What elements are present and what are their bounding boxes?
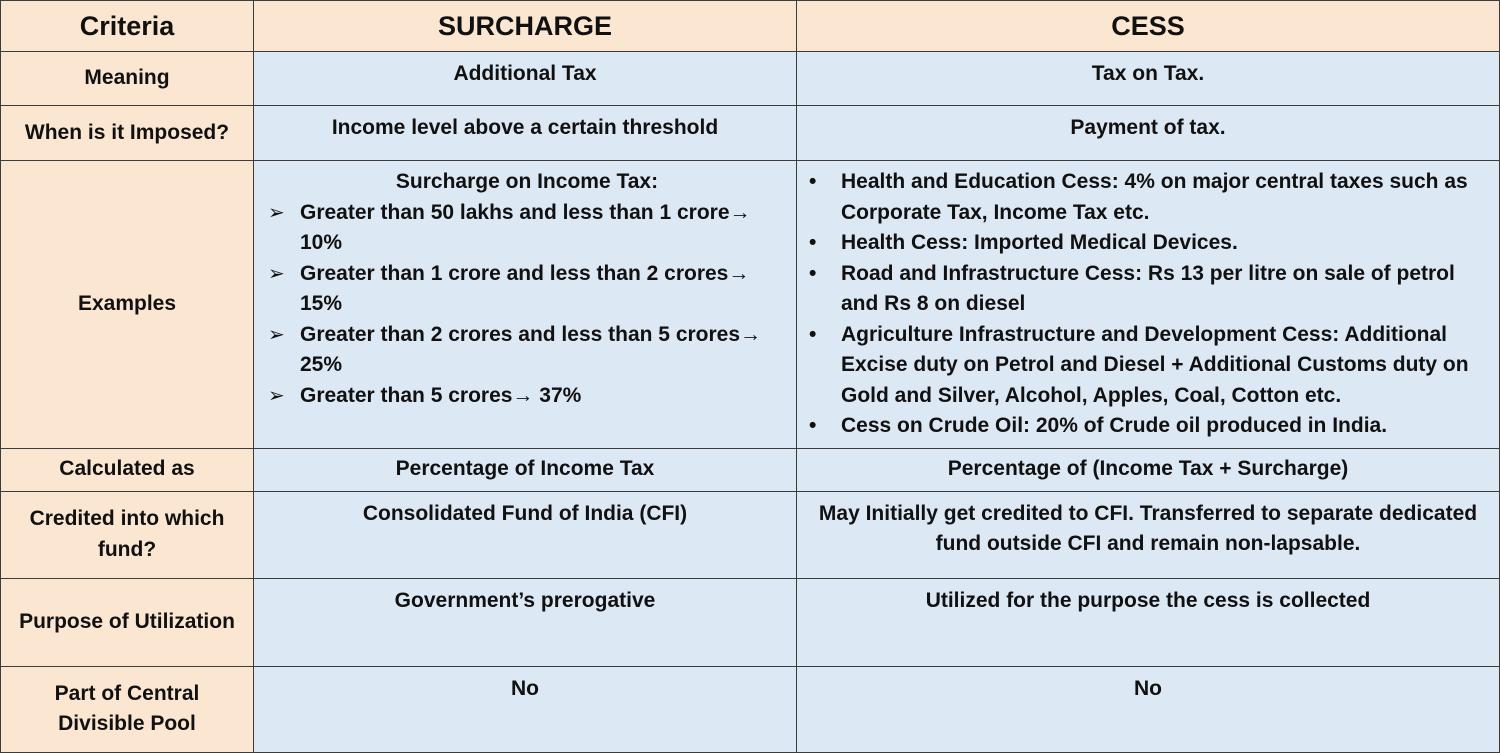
surcharge-examples [254, 161, 797, 449]
row-meaning [1, 52, 1500, 106]
list-item [805, 259, 1489, 320]
criteria-purpose: Purpose of Utilization [1, 578, 254, 666]
list-item [805, 167, 1489, 228]
list-item-text: Health and Education Cess: 4% on major central taxes such as Corporate Tax, Income Tax etc. [841, 170, 1468, 224]
cess-calculated: Percentage of (Income Tax + Surcharge) [797, 448, 1500, 491]
dot-bullet-icon: • [809, 261, 817, 285]
surcharge-meaning: Additional Tax [254, 52, 797, 106]
row-credited [1, 491, 1500, 578]
surcharge-credited: Consolidated Fund of India (CFI) [254, 491, 797, 578]
list-item-text: Agriculture Infrastructure and Development Cess: Additional Excise duty on Petrol and Diesel + Additional Customs duty on Gold and Silver, Alcohol, Apples, Coal, Cotton etc. [841, 322, 1469, 407]
list-item-text: Cess on Crude Oil: 20% of Crude oil produced in India. [841, 414, 1388, 437]
surcharge-calculated: Percentage of Income Tax [254, 448, 797, 491]
arrow-bullet-icon: ➢ [268, 384, 285, 407]
header-row [1, 1, 1500, 52]
cess-purpose: Utilized for the purpose the cess is collected [797, 578, 1500, 666]
list-item [268, 259, 786, 320]
header-surcharge: SURCHARGE [254, 1, 797, 52]
list-item-text: Greater than 1 crore and less than 2 crores→ 15% [300, 261, 750, 315]
surcharge-examples-heading: Surcharge on Income Tax: [395, 170, 659, 193]
list-item [805, 228, 1489, 259]
criteria-credited: Credited into which fund? [1, 491, 254, 578]
arrow-bullet-icon: ➢ [268, 201, 285, 224]
list-item [268, 320, 786, 381]
list-item-text: Greater than 5 crores→ 37% [300, 383, 582, 407]
criteria-examples: Examples [1, 161, 254, 449]
criteria-meaning: Meaning [1, 52, 254, 106]
criteria-pool: Part of Central Divisible Pool [1, 666, 254, 752]
cess-examples [797, 161, 1500, 449]
list-item-text: Greater than 2 crores and less than 5 crores→ 25% [300, 322, 762, 376]
cess-meaning: Tax on Tax. [797, 52, 1500, 106]
criteria-imposed: When is it Imposed? [1, 106, 254, 161]
row-pool [1, 666, 1500, 752]
row-calculated [1, 448, 1500, 491]
list-item-text: Greater than 50 lakhs and less than 1 crore→ 10% [300, 200, 751, 254]
list-item [805, 411, 1489, 442]
header-criteria: Criteria [1, 1, 254, 52]
surcharge-purpose: Government’s prerogative [254, 578, 797, 666]
row-examples [1, 161, 1500, 449]
surcharge-pool: No [254, 666, 797, 752]
dot-bullet-icon: • [809, 231, 817, 254]
cess-pool: No [797, 666, 1500, 752]
list-item [268, 198, 786, 259]
row-imposed [1, 106, 1500, 161]
dot-bullet-icon: • [809, 414, 817, 437]
list-item-text: Road and Infrastructure Cess: Rs 13 per litre on sale of petrol and Rs 8 on diesel [841, 261, 1455, 315]
header-cess: CESS [797, 1, 1500, 52]
surcharge-imposed: Income level above a certain threshold [254, 106, 797, 161]
arrow-bullet-icon: ➢ [268, 323, 285, 346]
arrow-bullet-icon: ➢ [268, 262, 285, 285]
surcharge-examples-list [268, 198, 786, 412]
list-item-text: Health Cess: Imported Medical Devices. [841, 231, 1238, 254]
cess-credited: May Initially get credited to CFI. Transferred to separate dedicated fund outside CFI and remain non-lapsable. [797, 491, 1500, 578]
criteria-calculated: Calculated as [1, 448, 254, 491]
cess-imposed: Payment of tax. [797, 106, 1500, 161]
list-item [805, 320, 1489, 412]
dot-bullet-icon: • [809, 322, 817, 346]
list-item [268, 381, 786, 412]
dot-bullet-icon: • [809, 170, 817, 193]
cess-examples-list [805, 167, 1489, 442]
row-purpose [1, 578, 1500, 666]
